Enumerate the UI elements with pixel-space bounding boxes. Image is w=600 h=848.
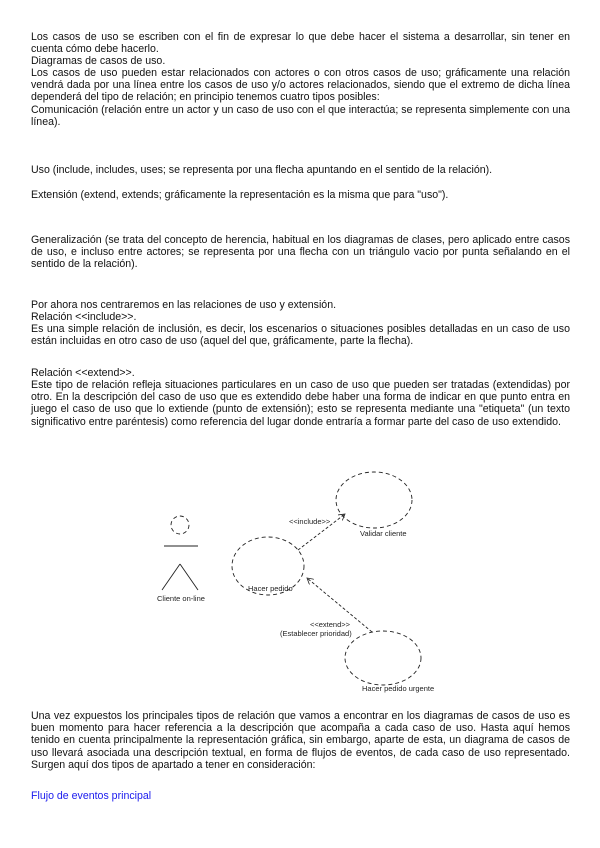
por-ahora-paragraph: Por ahora nos centraremos en las relaciones de uso y extensión.: [31, 299, 337, 311]
extend-label: <<extend>>: [310, 620, 351, 629]
use-case-hacer-pedido-urgente: [345, 631, 421, 685]
use-case-diagram: [140, 462, 450, 702]
use-case-validar-cliente: [336, 472, 412, 528]
actor-right-leg: [180, 564, 198, 590]
use-case-hacer-pedido-urgente-label: Hacer pedido urgente: [362, 684, 435, 693]
conclusion-paragraph: Una vez expuestos los principales tipos de relación que vamos a encontrar en los diagramas de casos de uso es buen momento para hacer referencia a la descripción que acompaña a cada caso de uso. Hasta aquí hemos tenido en cuenta principalmente la representación gráfica, sin embargo, aparte de esta, un diagrama de casos de uso llevará asociada una descripción textual, en forma de flujos de eventos, de cada caso de uso representado. Surgen aquí dos tipos de apartado a tener en consideración:: [31, 710, 570, 771]
include-heading: Relación <<include>>.: [31, 311, 137, 323]
include-paragraph: Es una simple relación de inclusión, es decir, los escenarios o situaciones posibles detalladas en un caso de uso están incluidas en otro caso de uso (aquel del que, gráficamente, parte la flecha).: [31, 323, 570, 348]
actor-figure: [162, 516, 198, 590]
tipo-generalizacion: Generalización (se trata del concepto de herencia, habitual en los diagramas de clases, pero aplicado entre casos de uso, e incluso entre actores; se representa por una flecha con un triángulo vacio por punta señalando en el sentido de la relación).: [31, 234, 570, 271]
use-case-hacer-pedido-label: Hacer pedido: [248, 584, 293, 593]
extend-heading: Relación <<extend>>.: [31, 367, 135, 379]
flujo-eventos-link[interactable]: Flujo de eventos principal: [31, 790, 152, 802]
tipo-comunicacion: Comunicación (relación entre un actor y un caso de uso con el que interactúa; se representa simplemente con una línea).: [31, 104, 570, 129]
use-case-validar-cliente-label: Validar cliente: [360, 529, 407, 538]
tipo-extension: Extensión (extend, extends; gráficamente la representación es la misma que para "uso").: [31, 189, 449, 201]
tipo-uso: Uso (include, includes, uses; se representa por una flecha apuntando en el sentido de la relación).: [31, 164, 493, 176]
intro-paragraph: Los casos de uso se escriben con el fin de expresar lo que debe hacer el sistema a desarrollar, sin tener en cuenta cómo debe hacerlo.: [31, 31, 570, 56]
extend-paragraph: Este tipo de relación refleja situaciones particulares en un caso de uso que pueden ser tratadas (extendidas) por otro. En la descripción del caso de uso que es extendido debe haber una forma de indicar en que punto entra en juego el caso de uso que lo extiende (punto de extensión); esto se representa mediante una "etiqueta" (un texto significativo entre paréntesis) como referencia del lugar donde entraría a formar parte del caso de uso extendido.: [31, 379, 570, 428]
heading-diagramas: Diagramas de casos de uso.: [31, 55, 166, 67]
include-label: <<include>>: [289, 517, 331, 526]
actor-left-leg: [162, 564, 180, 590]
actor-head: [171, 516, 189, 534]
actor-label: Cliente on-line: [157, 594, 205, 603]
extension-point-label: (Establecer prioridad): [280, 629, 352, 638]
relaciones-paragraph: Los casos de uso pueden estar relacionados con actores o con otros casos de uso; gráficamente una relación vendrá dada por una línea entre los casos de uso y/o actores relacionados, siendo que el extremo de dicha línea dependerá del tipo de relación; en principio tenemos cuatro tipos posibles:: [31, 67, 570, 104]
